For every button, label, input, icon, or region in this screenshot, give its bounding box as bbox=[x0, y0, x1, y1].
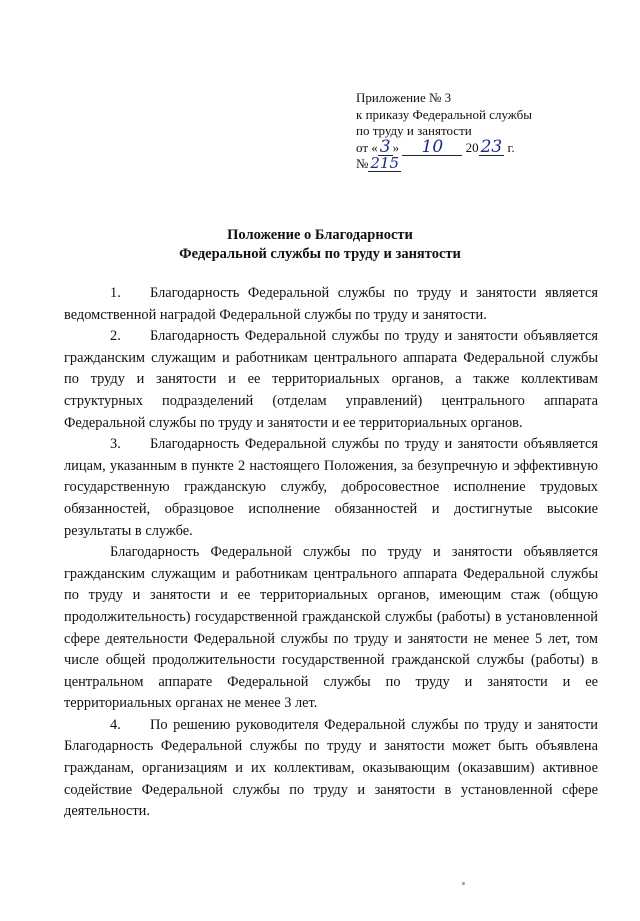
paragraph-3-text: Благодарность Федеральной службы по труду и занятости объявляется лицам, указанным в пункте 2 настоящего Положения, за безупречную и эффективную государственную гражданскую службу, добросовестное исполнение трудовых обязанностей, образцовое исполнение обязанностей и достигнутые высокие результаты в службе. bbox=[64, 436, 598, 539]
appendix-line-3: по труду и занятости bbox=[356, 123, 472, 138]
paragraph-1-number: 1. bbox=[110, 285, 121, 301]
appendix-line-1: Приложение № 3 bbox=[356, 90, 452, 105]
title-line-2: Федеральной службы по труду и занятости bbox=[179, 246, 461, 262]
date-year-handwritten: 23 bbox=[480, 136, 503, 157]
document-body bbox=[64, 283, 598, 823]
date-prefix: от « bbox=[356, 139, 378, 155]
paragraph-4-number: 4. bbox=[110, 716, 121, 733]
date-mid: » bbox=[392, 139, 400, 155]
paragraph-3-number: 3. bbox=[110, 436, 121, 453]
date-day-handwritten: 3 bbox=[379, 136, 391, 157]
paragraph-2-text: Благодарность Федеральной службы по труду и занятости объявляется гражданским служащим и работникам центрального аппарата Федеральной службы по труду и занятости и ее территориальных органов, а также коллективам структурных подразделений (отделам управлений) центрального аппарата Федеральной службы по труду и занятости и ее территориальных органов. bbox=[64, 328, 598, 431]
scan-dot bbox=[462, 882, 465, 885]
number-handwritten: 215 bbox=[370, 154, 400, 172]
appendix-number-line bbox=[356, 156, 596, 173]
date-year-prefix: 20 bbox=[465, 139, 479, 155]
title-line-1: Положение о Благодарности bbox=[227, 227, 413, 243]
number-prefix: № bbox=[356, 156, 369, 171]
paragraph-4 bbox=[64, 715, 598, 823]
paragraph-2 bbox=[64, 326, 598, 434]
paragraph-2-number: 2. bbox=[110, 328, 121, 345]
paragraph-3b: Благодарность Федеральной службы по труду и занятости объявляется гражданским служащим и работникам центрального аппарата Федеральной службы по труду и занятости и ее территориальных органов, имеющим стаж (общую продолжительность) государственной гражданской службы (работы) в установленной сфере деятельности Федеральной службы по труду и занятости не менее 5 лет, том числе общей продолжительности государственной гражданской службы (работы) в центральном аппарате Федеральной службы по труду и занятости и ее территориальных органах не менее 3 лет. bbox=[64, 544, 598, 712]
paragraph-1-text: Благодарность Федеральной службы по труду и занятости является ведомственной наградой Федеральной службы по труду и занятости. bbox=[64, 285, 598, 323]
paragraph-1 bbox=[64, 283, 598, 326]
date-month-handwritten: 10 bbox=[402, 140, 462, 156]
appendix-line-2: к приказу Федеральной службы bbox=[356, 106, 532, 122]
paragraph-3 bbox=[64, 434, 598, 542]
date-end: г. bbox=[507, 139, 515, 155]
appendix-header bbox=[356, 90, 596, 173]
document-title bbox=[0, 226, 640, 264]
paragraph-4-text: По решению руководителя Федеральной службы по труду и занятости Благодарность Федеральной службы по труду и занятости может быть объявлена гражданам, организациям и их коллективам, оказывающим (оказавшим) активное содействие Федеральной службы по труду и занятости в установленной сфере деятельности. bbox=[64, 716, 598, 820]
